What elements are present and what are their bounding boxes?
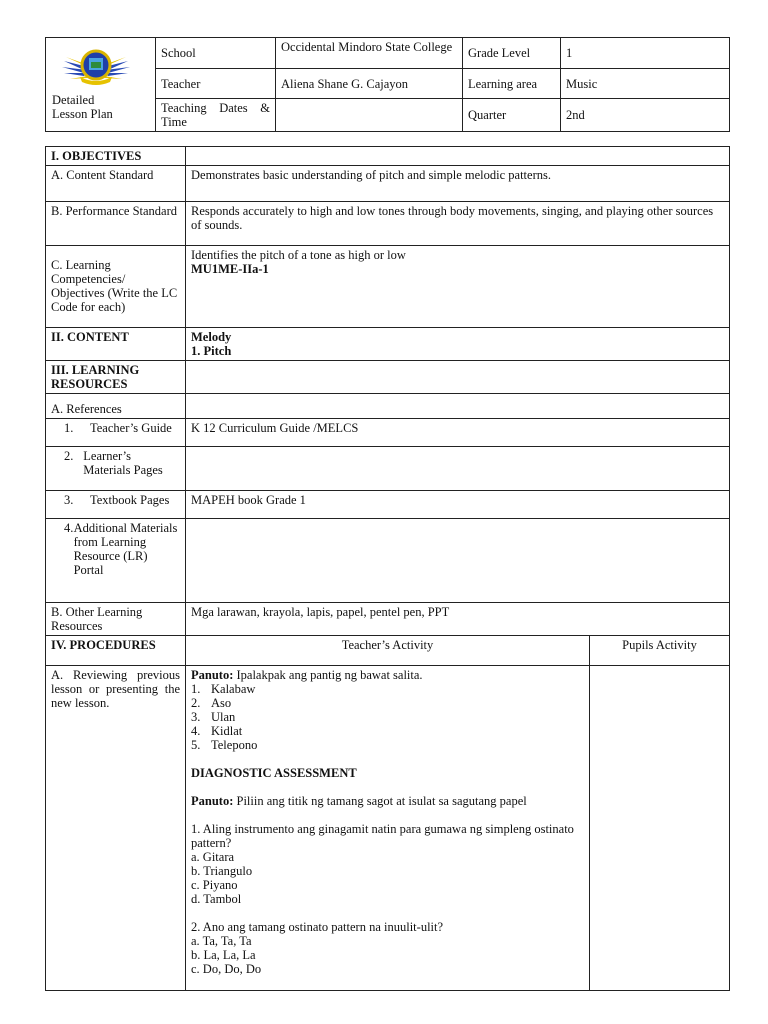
lesson-plan-body xyxy=(45,146,730,991)
content-standard-text: Demonstrates basic understanding of pitch and simple melodic patterns. xyxy=(186,166,730,202)
teacher-label: Teacher xyxy=(156,69,276,99)
area-value: Music xyxy=(561,69,730,99)
dates-label: Teaching Dates & Time xyxy=(156,99,276,132)
q2-option: b. La, La, La xyxy=(191,948,256,962)
learning-competency-text: Identifies the pitch of a tone as high or low xyxy=(191,248,406,262)
list-item: 2. Aso xyxy=(191,696,232,710)
logo-cell xyxy=(46,38,156,132)
objectives-heading: I. OBJECTIVES xyxy=(46,147,186,166)
question-2: 2. Ano ang tamang ostinato pattern na inuulit-ulit? xyxy=(191,920,444,934)
list-item: 4. Kidlat xyxy=(191,724,243,738)
references-label: A. References xyxy=(46,394,186,419)
list-item: 3. Ulan xyxy=(191,710,236,724)
reference-item-4: 4. Additional Materials from Learning Resource (LR) Portal xyxy=(46,519,186,603)
school-label: School xyxy=(156,38,276,69)
content-heading: II. CONTENT xyxy=(46,328,186,361)
teacher-value: Aliena Shane G. Cajayon xyxy=(276,69,463,99)
diagnostic-heading: DIAGNOSTIC ASSESSMENT xyxy=(191,766,357,780)
reference-value-4 xyxy=(186,519,730,603)
quarter-label: Quarter xyxy=(463,99,561,132)
reference-value-2 xyxy=(186,447,730,491)
content-line-1: Melody xyxy=(191,330,232,344)
reference-value-3: MAPEH book Grade 1 xyxy=(186,491,730,519)
school-logo xyxy=(54,39,138,89)
other-resources-label: B. Other Learning Resources xyxy=(46,603,186,636)
list-item: 1. Kalabaw xyxy=(191,682,256,696)
resources-heading: III. LEARNING RESOURCES xyxy=(46,361,186,394)
reference-item-2: 2. Learner’s Materials Pages xyxy=(46,447,186,491)
reference-value-1: K 12 Curriculum Guide /MELCS xyxy=(186,419,730,447)
grade-label: Grade Level xyxy=(463,38,561,69)
review-label: A. Reviewing previous lesson or presenting the new lesson. xyxy=(46,666,186,991)
panuto-2-line: Panuto: Piliin ang titik ng tamang sagot at isulat sa sagutang papel xyxy=(191,794,527,808)
quarter-value: 2nd xyxy=(561,99,730,132)
question-1: 1. Aling instrumento ang ginagamit natin para gumawa ng simpleng ostinato pattern? xyxy=(191,822,574,850)
grade-value: 1 xyxy=(561,38,730,69)
pupils-activity-cell xyxy=(590,666,730,991)
other-resources-value: Mga larawan, krayola, lapis, papel, pentel pen, PPT xyxy=(186,603,730,636)
area-label: Learning area xyxy=(463,69,561,99)
lesson-plan-header xyxy=(45,37,730,132)
q1-option: a. Gitara xyxy=(191,850,235,864)
list-item: 5. Telepono xyxy=(191,738,258,752)
teacher-activity-header: Teacher’s Activity xyxy=(186,636,590,666)
procedures-heading: IV. PROCEDURES xyxy=(46,636,186,666)
plan-label-2: Lesson Plan xyxy=(52,107,113,121)
school-value: Occidental Mindoro State College xyxy=(276,38,463,69)
learning-competencies-label: C. Learning Competencies/ Objectives (Write the LC Code for each) xyxy=(46,246,186,328)
teacher-activity-cell xyxy=(186,666,590,991)
content-standard-label: A. Content Standard xyxy=(46,166,186,202)
content-line-2: 1. Pitch xyxy=(191,344,232,358)
reference-item-3: 3. Textbook Pages xyxy=(46,491,186,519)
word-list xyxy=(191,682,584,752)
reference-item-1: 1. Teacher’s Guide xyxy=(46,419,186,447)
q1-option: c. Piyano xyxy=(191,878,238,892)
q1-option: d. Tambol xyxy=(191,892,242,906)
performance-standard-label: B. Performance Standard xyxy=(46,202,186,246)
q1-option: b. Triangulo xyxy=(191,864,253,878)
pupils-activity-header: Pupils Activity xyxy=(590,636,730,666)
panuto-line: Panuto: Ipalakpak ang pantig ng bawat salita. xyxy=(191,668,423,682)
plan-label-1: Detailed xyxy=(52,93,95,107)
q2-option: c. Do, Do, Do xyxy=(191,962,262,976)
performance-standard-text: Responds accurately to high and low tones through body movements, singing, and playing other sources of sounds. xyxy=(186,202,730,246)
q2-option: a. Ta, Ta, Ta xyxy=(191,934,252,948)
lc-code: MU1ME-IIa-1 xyxy=(191,262,269,276)
dates-value xyxy=(276,99,463,132)
